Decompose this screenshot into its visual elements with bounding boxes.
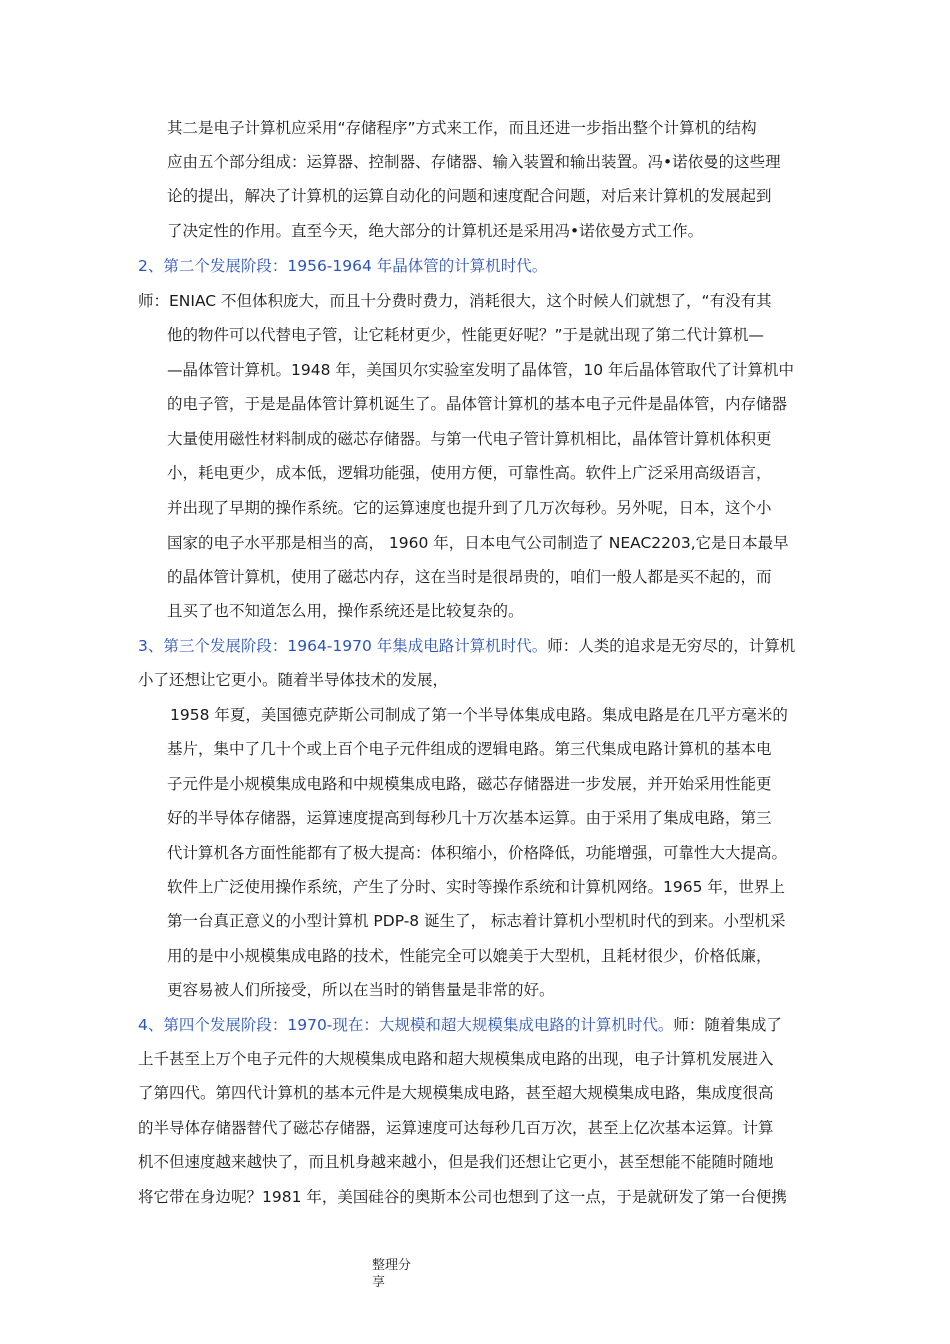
para1-line-4: 了决定性的作用。直至今天，绝大部分的计算机还是采用冯•诺依曼方式工作。 <box>167 222 704 240</box>
section-2-heading: 2、第二个发展阶段：1956-1964 年晶体管的计算机时代。 <box>138 257 548 275</box>
para4-line-3: 的半导体存储器替代了磁芯存储器，运算速度可达每秒几百万次，甚至上亿次基本运算。计算 <box>138 1119 774 1137</box>
para3-line-2: 基片，集中了几十个或上百个电子元件组成的逻辑电路。第三代集成电路计算机的基本电 <box>167 740 772 758</box>
para4-line-5: 将它带在身边呢？1981 年，美国硅谷的奥斯本公司也想到了这一点，于是就研发了第一台便携 <box>138 1188 787 1206</box>
section-4-heading: 4、第四个发展阶段：1970-现在：大规模和超大规模集成电路的计算机时代。 <box>138 1016 674 1034</box>
para3-line-3: 子元件是小规模集成电路和中规模集成电路，磁芯存储器进一步发展，并开始采用性能更 <box>167 775 772 793</box>
para3-line-1: 1958 年夏，美国德克萨斯公司制成了第一个半导体集成电路。集成电路是在几平方毫米的 <box>170 706 788 724</box>
para2-line-6: 小，耗电更少，成本低，逻辑功能强，使用方便，可靠性高。软件上广泛采用高级语言， <box>167 464 772 482</box>
para1-line-3: 论的提出，解决了计算机的运算自动化的问题和速度配合问题，对后来计算机的发展起到 <box>167 187 772 205</box>
para2-line-7: 并出现了早期的操作系统。它的运算速度也提升到了几万次每秒。另外呢，日本，这个小 <box>167 499 772 517</box>
para3-line-7: 第一台真正意义的小型计算机 PDP-8 诞生了， 标志着计算机小型机时代的到来。小型机采 <box>167 912 786 930</box>
section-4-heading-tail: 师：随着集成了 <box>673 1016 782 1034</box>
para2-line-5: 大量使用磁性材料制成的磁芯存储器。与第一代电子管计算机相比，晶体管计算机体积更 <box>167 430 772 448</box>
para4-line-2: 了第四代。第四代计算机的基本元件是大规模集成电路，甚至超大规模集成电路，集成度很高 <box>138 1084 774 1102</box>
para1-line-1: 其二是电子计算机应采用“存储程序”方式来工作，而且还进一步指出整个计算机的结构 <box>167 119 757 137</box>
para3-line-5: 代计算机各方面性能都有了极大提高：体积缩小，价格降低，功能增强，可靠性大大提高。 <box>167 844 788 862</box>
para2-line-8: 国家的电子水平那是相当的高， 1960 年，日本电气公司制造了 NEAC2203,它是日本最早 <box>167 534 789 552</box>
para2-line-10: 且买了也不知道怎么用，操作系统还是比较复杂的。 <box>167 602 524 620</box>
para3-line-6: 软件上广泛使用操作系统，产生了分时、实时等操作系统和计算机网络。1965 年，世界上 <box>167 878 785 896</box>
para2-line-1: 师：ENIAC 不但体积庞大，而且十分费时费力，消耗很大，这个时候人们就想了，“有没有其 <box>138 292 772 310</box>
footer-line-2: 享 <box>372 1275 386 1290</box>
para2-line-3: —晶体管计算机。1948 年，美国贝尔实验室发明了晶体管，10 年后晶体管取代了计算机中 <box>167 361 795 379</box>
para2-line-9: 的晶体管计算机，使用了磁芯内存，这在当时是很昂贵的，咱们一般人都是买不起的，而 <box>167 568 772 586</box>
footer-line-1: 整理分 <box>372 1258 412 1273</box>
para4-line-1: 上千甚至上万个电子元件的大规模集成电路和超大规模集成电路的出现，电子计算机发展进入 <box>138 1050 774 1068</box>
para3-line-8: 用的是中小规模集成电路的技术，性能完全可以媲美于大型机，且耗材很少，价格低廉， <box>167 947 772 965</box>
para4-line-4: 机不但速度越来越快了，而且机身越来越小，但是我们还想让它更小，甚至想能不能随时随地 <box>138 1153 774 1171</box>
section-3-heading-tail: 师：人类的追求是无穷尽的，计算机 <box>547 637 796 655</box>
para3-line-4: 好的半导体存储器，运算速度提高到每秒几十万次基本运算。由于采用了集成电路，第三 <box>167 809 772 827</box>
para2-line-2: 他的物件可以代替电子管，让它耗材更少，性能更好呢？”于是就出现了第二代计算机— <box>167 326 765 344</box>
para2-line-4: 的电子管，于是是晶体管计算机诞生了。晶体管计算机的基本电子元件是晶体管，内存储器 <box>167 395 788 413</box>
section-3-heading-line <box>138 636 795 656</box>
para1-line-2: 应由五个部分组成：运算器、控制器、存储器、输入装置和输出装置。冯•诺依曼的这些理 <box>167 153 781 171</box>
para3-intro: 小了还想让它更小。随着半导体技术的发展， <box>138 671 449 689</box>
section-4-heading-line <box>138 1015 782 1035</box>
section-3-heading: 3、第三个发展阶段：1964-1970 年集成电路计算机时代。 <box>138 637 548 655</box>
para3-line-9: 更容易被人们所接受，所以在当时的销售量是非常的好。 <box>167 981 555 999</box>
